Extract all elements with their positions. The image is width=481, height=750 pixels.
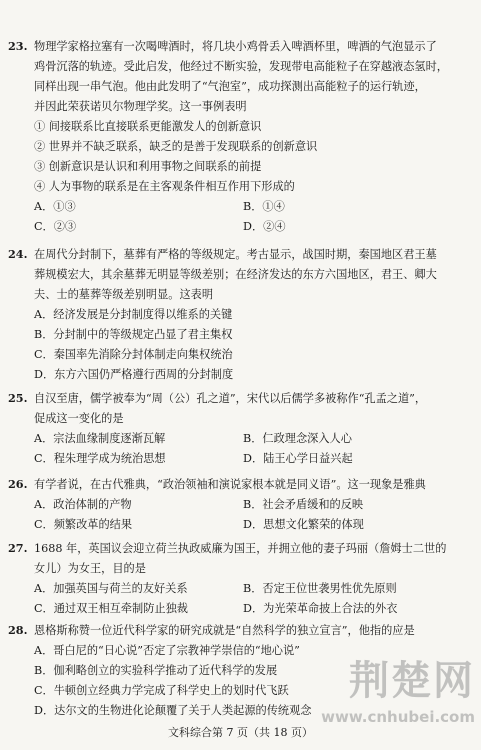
question-24	[8, 244, 472, 385]
option-b: B．伽利略创立的实验科学推动了近代科学的发展	[34, 664, 278, 677]
question-text-line: 自汉至唐，儒学被奉为“周（公）孔之道”，宋代以后儒学多被称作“孔孟之道”，	[34, 392, 427, 405]
option-b: B．①④	[243, 200, 285, 213]
question-text-line: 女儿）为女王，目的是	[34, 562, 146, 575]
watermark-logo: 荆楚网	[349, 658, 475, 704]
watermark-url: www.cnhubei.com	[321, 708, 475, 726]
statement-4: ④ 人为事物的联系是在主客观条件相互作用下形成的	[34, 180, 295, 193]
option-b: B．分封制中的等级规定凸显了君主集权	[34, 328, 233, 341]
question-25	[8, 388, 472, 469]
statement-1: ① 间接联系比直接联系更能激发人的创新意识	[34, 120, 262, 133]
question-text-line: 夫、士的墓葬等级差别明显。这表明	[34, 288, 214, 301]
option-b: B．否定王位世袭男性优先原则	[243, 582, 397, 595]
question-number: 25.	[8, 391, 28, 405]
option-d: D．②④	[243, 220, 286, 233]
question-text-line: 有学者说，在古代雅典，“政治领袖和演说家根本就是同义语”。这一现象是雅典	[34, 478, 426, 491]
question-number: 24.	[8, 247, 28, 261]
question-text-line: 恩格斯称赞一位近代科学家的研究成就是“自然科学的独立宣言”，他指的应是	[34, 624, 415, 637]
option-d: D．思想文化繁荣的体现	[243, 518, 364, 531]
option-c: C．通过双王相互牵制防止独裁	[34, 602, 188, 615]
option-d: D．陆王心学日益兴起	[243, 452, 353, 465]
question-text-line: 并因此荣获诺贝尔物理学奖。这一事例表明	[34, 100, 247, 113]
option-c: C．秦国率先消除分封体制走向集权统治	[34, 348, 233, 361]
question-number: 28.	[8, 623, 28, 637]
question-text-line: 物理学家格拉塞有一次喝啤酒时，将几块小鸡骨丢入啤酒杯里，啤酒的气泡显示了	[34, 40, 437, 53]
option-a: A．经济发展是分封制度得以维系的关键	[34, 308, 233, 321]
option-d: D．达尔文的生物进化论颠覆了关于人类起源的传统观念	[34, 704, 312, 717]
question-27	[8, 538, 472, 619]
question-number: 26.	[8, 477, 28, 491]
question-number: 27.	[8, 541, 28, 555]
question-number: 23.	[8, 39, 28, 53]
option-a: A．政治体制的产物	[34, 498, 132, 511]
statement-2: ② 世界并不缺乏联系，缺乏的是善于发现联系的创新意识	[34, 140, 318, 153]
page-footer: 文科综合第 7 页（共 18 页）	[168, 726, 313, 739]
question-text-line: 同样出现一串气泡。他由此发明了“气泡室”，成功探测出高能粒子的运行轨迹，	[34, 80, 426, 93]
question-23	[8, 36, 472, 237]
option-c: C．程朱理学成为统治思想	[34, 452, 166, 465]
option-b: B．社会矛盾缓和的反映	[243, 498, 364, 511]
question-text-line: 1688 年，英国议会迎立荷兰执政威廉为国王，并拥立他的妻子玛丽（詹姆士二世的	[34, 542, 447, 555]
option-c: C．牛顿创立经典力学完成了科学史上的划时代飞跃	[34, 684, 289, 697]
option-d: D．为光荣革命披上合法的外衣	[243, 602, 398, 615]
question-26	[8, 474, 472, 535]
option-c: C．频繁改革的结果	[34, 518, 133, 531]
question-text-line: 促成这一变化的是	[34, 412, 124, 425]
question-text-line: 在周代分封制下，墓葬有严格的等级规定。考古显示，战国时期，秦国地区君王墓	[34, 248, 437, 261]
option-b: B．仁政理念深入人心	[243, 432, 352, 445]
question-text-line: 葬规模宏大，其余墓葬无明显等级差别；在经济发达的东方六国地区，君王、卿大	[34, 268, 437, 281]
question-text-line: 鸡骨沉落的轨迹。受此启发，他经过不断实验，发现带电高能粒子在穿越液态氢时，	[34, 60, 448, 73]
option-a: A．宗法血缘制度逐渐瓦解	[34, 432, 166, 445]
statement-3: ③ 创新意识是认识和利用事物之间联系的前提	[34, 160, 262, 173]
option-c: C．②③	[34, 220, 77, 233]
option-d: D．东方六国仍严格遵行西周的分封制度	[34, 368, 234, 381]
option-a: A．哥白尼的“日心说”否定了宗教神学崇信的“地心说”	[34, 644, 300, 657]
option-a: A．加强英国与荷兰的友好关系	[34, 582, 188, 595]
option-a: A．①③	[34, 200, 76, 213]
